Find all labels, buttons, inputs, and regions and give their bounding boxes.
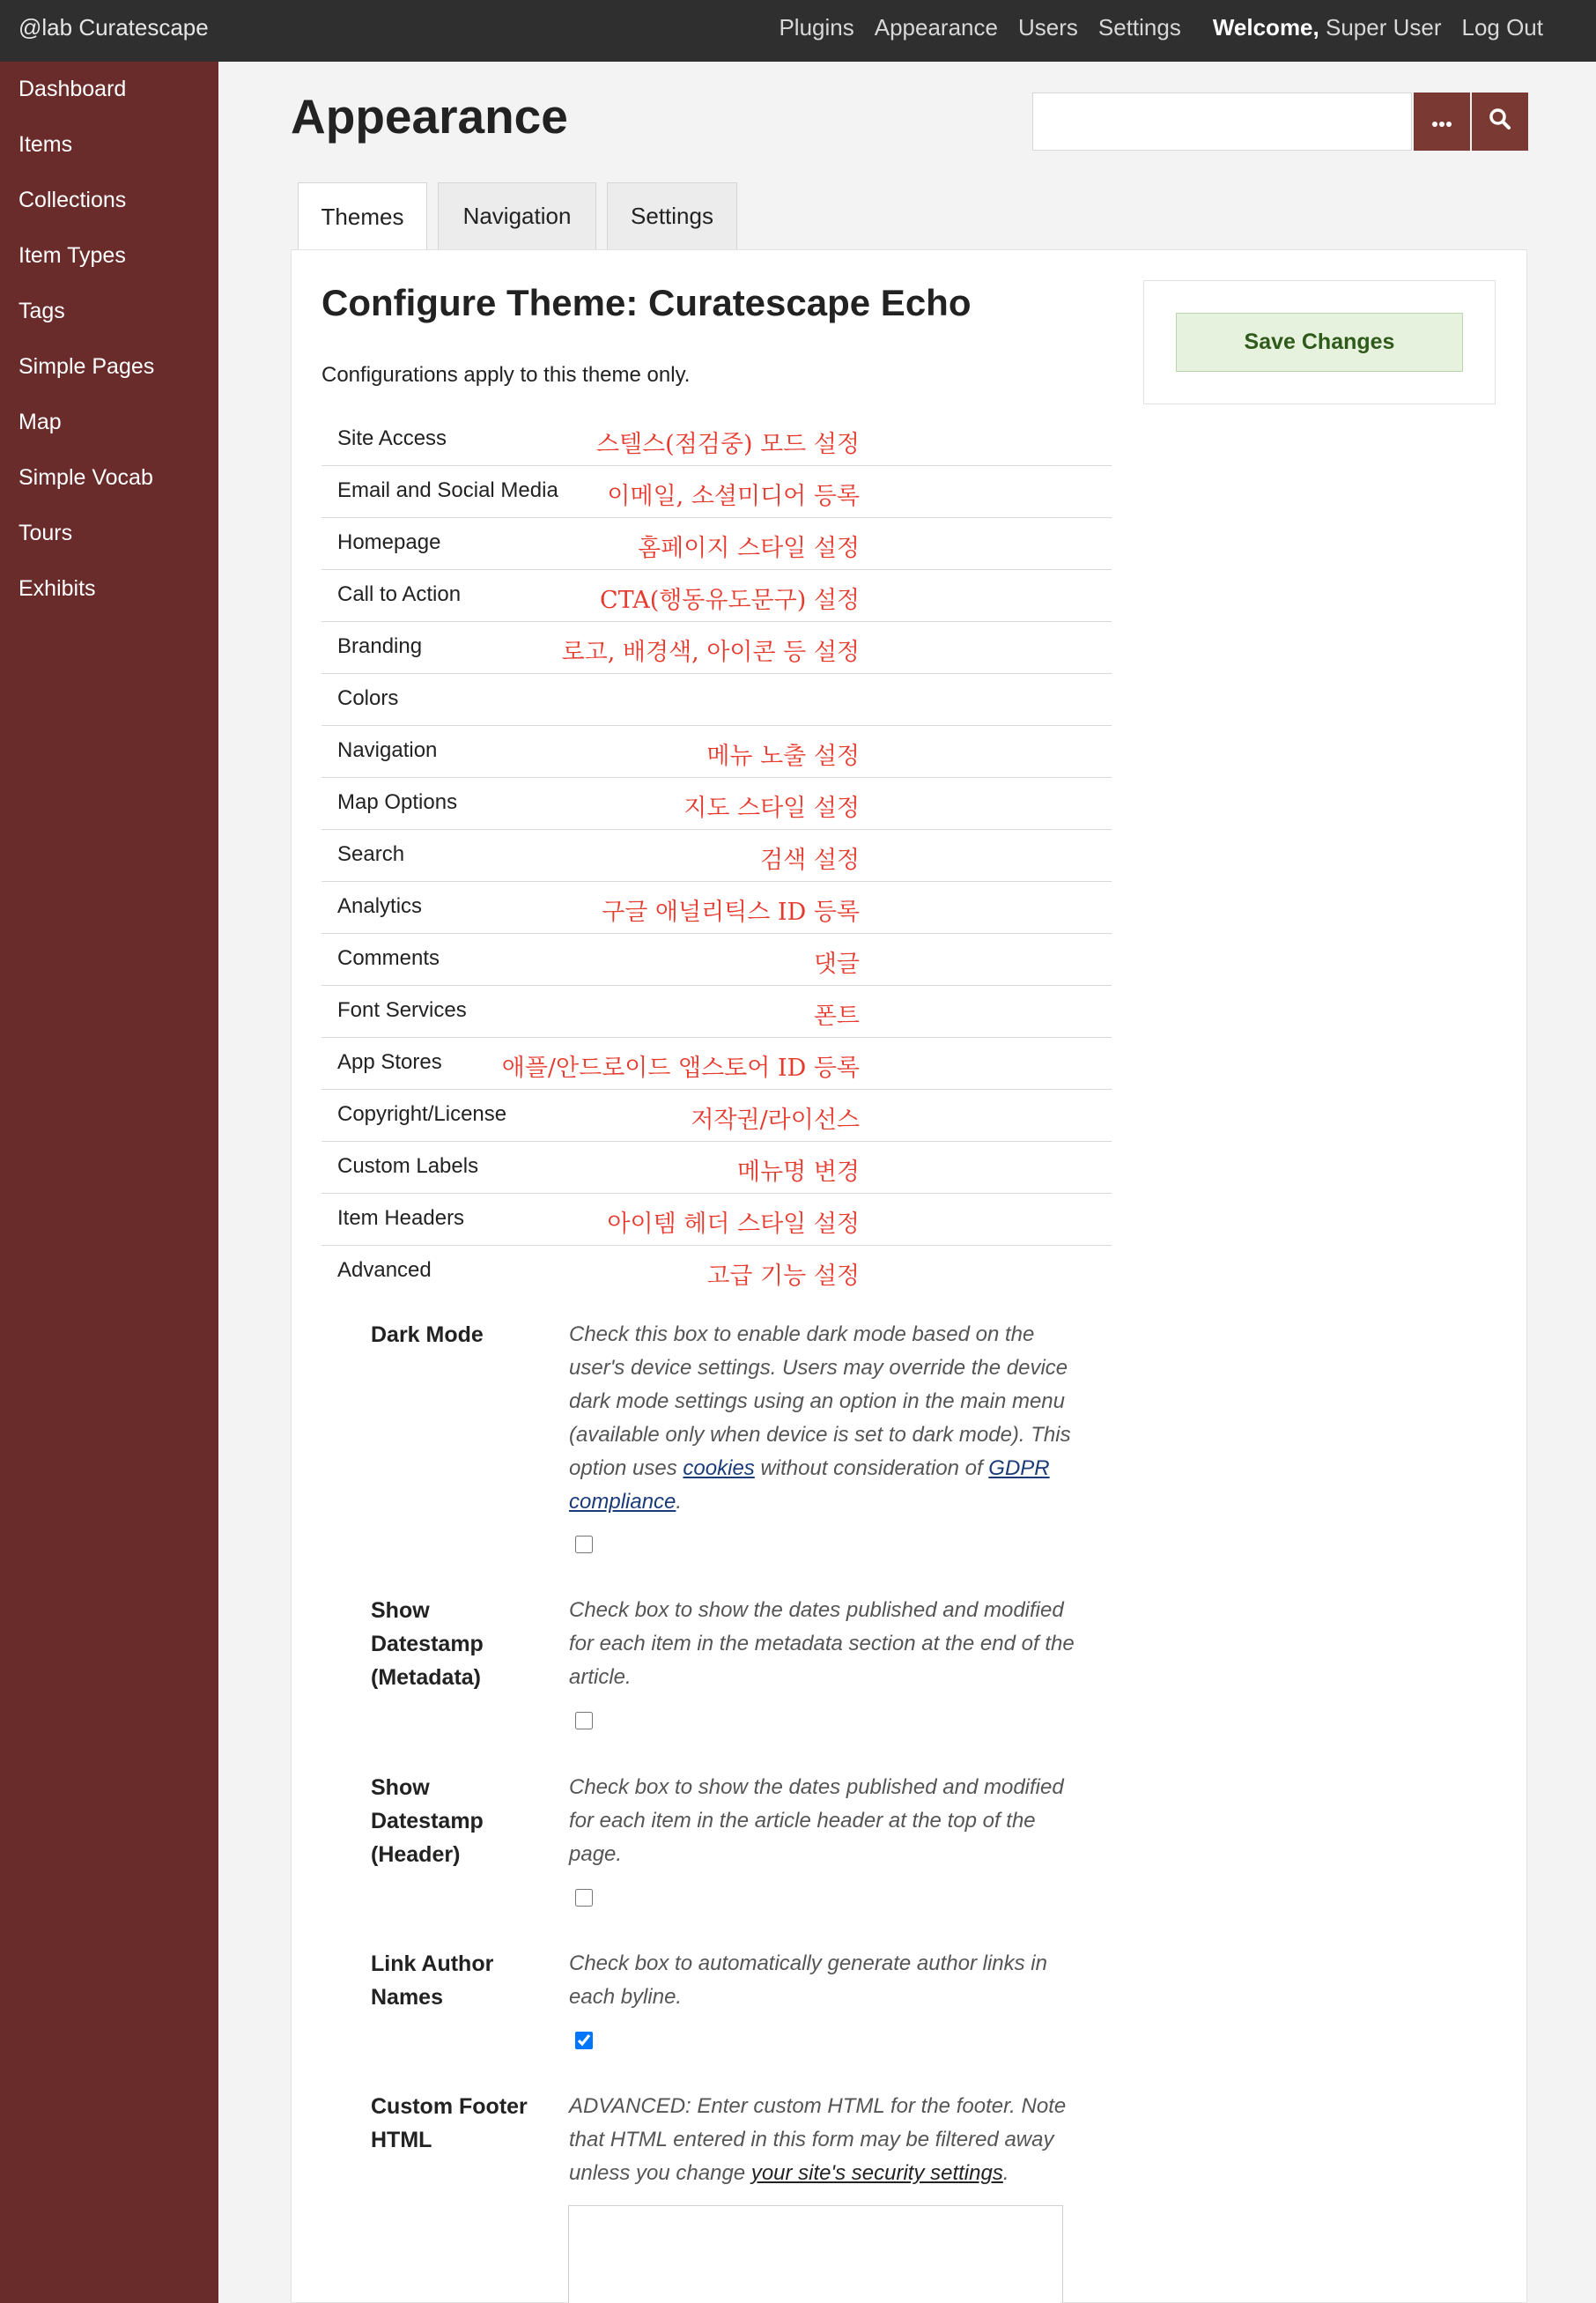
- section-label: Search: [337, 842, 405, 866]
- sidebar-item-tags[interactable]: Tags: [18, 299, 65, 323]
- top-nav-users[interactable]: Users: [1017, 14, 1078, 41]
- section-site-access[interactable]: [321, 414, 1112, 466]
- page-title: Appearance: [291, 89, 568, 144]
- welcome-label: Welcome,: [1212, 14, 1319, 41]
- section-comments[interactable]: [321, 934, 1112, 986]
- section-note: 댓글: [813, 951, 860, 978]
- field-description: [569, 2090, 1084, 2190]
- sidebar-item-exhibits[interactable]: Exhibits: [18, 576, 96, 601]
- tab-themes[interactable]: Themes: [298, 182, 427, 251]
- section-label: Branding: [337, 634, 423, 658]
- section-navigation[interactable]: [321, 726, 1112, 778]
- section-note: 스텔스(점검중) 모드 설정: [595, 431, 860, 458]
- section-label: Comments: [337, 946, 440, 970]
- section-colors[interactable]: [321, 674, 1112, 726]
- site-brand-link[interactable]: @lab Curatescape: [18, 14, 209, 41]
- desc-text: ADVANCED: Enter custom HTML for the footer. Note that HTML entered in this form may be filtered away unless you change: [569, 2094, 1067, 2185]
- field-label: Link Author Names: [371, 1951, 494, 2010]
- section-custom-labels[interactable]: [321, 1142, 1112, 1194]
- field-label: Show Datestamp (Metadata): [371, 1598, 484, 1690]
- section-label: Colors: [337, 686, 399, 710]
- section-app-stores[interactable]: [321, 1038, 1112, 1090]
- section-search[interactable]: [321, 830, 1112, 882]
- top-nav-appearance[interactable]: Appearance: [874, 14, 998, 41]
- section-branding[interactable]: [321, 622, 1112, 674]
- section-advanced[interactable]: [321, 1246, 1112, 1298]
- section-label: Map Options: [337, 790, 458, 814]
- section-note: 메뉴 노출 설정: [706, 743, 860, 770]
- field-description: Check box to show the dates published and modified for each item in the metadata section at the end of the article.: [569, 1598, 1075, 1689]
- section-note: 검색 설정: [760, 847, 860, 874]
- current-user-link[interactable]: Super User: [1325, 14, 1442, 41]
- sidebar-item-dashboard[interactable]: Dashboard: [18, 77, 127, 101]
- search-bar: [1032, 93, 1528, 151]
- section-label: App Stores: [337, 1050, 442, 1074]
- sidebar-item-collections[interactable]: Collections: [18, 188, 127, 212]
- section-label: Item Headers: [337, 1206, 465, 1230]
- gdpr-compliance-link[interactable]: GDPR compliance: [569, 1456, 1050, 1514]
- sidebar-item-simple-vocab[interactable]: Simple Vocab: [18, 465, 153, 490]
- search-submit-button[interactable]: [1472, 93, 1528, 151]
- top-nav: [758, 14, 1596, 41]
- section-font-services[interactable]: [321, 986, 1112, 1038]
- sidebar-item-tours[interactable]: Tours: [18, 521, 73, 545]
- top-bar: [0, 0, 1596, 62]
- dark-mode-checkbox[interactable]: [575, 1536, 593, 1553]
- search-options-button[interactable]: [1414, 93, 1470, 151]
- section-note: 고급 기능 설정: [706, 1263, 860, 1290]
- sidebar-item-map[interactable]: Map: [18, 410, 62, 434]
- section-map-options[interactable]: [321, 778, 1112, 830]
- section-email-social[interactable]: [321, 466, 1112, 518]
- config-sections-list: [321, 414, 1112, 1298]
- section-label: Site Access: [337, 426, 447, 450]
- section-label: Copyright/License: [337, 1102, 507, 1126]
- appearance-tabs: [298, 182, 748, 251]
- sidebar-item-item-types[interactable]: Item Types: [18, 243, 126, 268]
- save-changes-button[interactable]: Save Changes: [1176, 313, 1463, 372]
- search-icon: [1489, 107, 1511, 137]
- section-label: Font Services: [337, 998, 467, 1022]
- section-note: 로고, 배경색, 아이콘 등 설정: [561, 639, 860, 666]
- section-label: Call to Action: [337, 582, 462, 606]
- section-note: 저작권/라이선스: [691, 1107, 860, 1134]
- section-copyright[interactable]: [321, 1090, 1112, 1142]
- field-label: Show Datestamp (Header): [371, 1775, 484, 1867]
- more-options-icon: [1431, 109, 1452, 134]
- section-homepage[interactable]: [321, 518, 1112, 570]
- field-description: Check box to show the dates published and modified for each item in the article header at the top of the page.: [569, 1775, 1064, 1866]
- section-note: 구글 애널리틱스 ID 등록: [602, 899, 860, 926]
- desc-text: Check this box to enable dark mode based on the user's device settings. Users may override the device dark mode settings using an option in the main menu (available only when device is set to dark mode). This option uses: [569, 1322, 1071, 1480]
- top-nav-settings[interactable]: Settings: [1097, 14, 1181, 41]
- section-note: 이메일, 소셜미디어 등록: [607, 483, 860, 510]
- section-note: CTA(행동유도문구) 설정: [600, 587, 860, 614]
- section-note: 애플/안드로이드 앱스토어 ID 등록: [501, 1055, 860, 1082]
- section-label: Advanced: [337, 1258, 432, 1282]
- field-label: Dark Mode: [371, 1322, 484, 1347]
- custom-footer-html-textarea[interactable]: [568, 2205, 1063, 2303]
- section-label: Email and Social Media: [337, 478, 558, 502]
- desc-text: .: [1002, 2161, 1009, 2185]
- datestamp-header-checkbox[interactable]: [575, 1889, 593, 1907]
- tab-navigation[interactable]: Navigation: [438, 182, 596, 249]
- logout-link[interactable]: Log Out: [1461, 14, 1543, 41]
- section-label: Navigation: [337, 738, 438, 762]
- section-note: 폰트: [813, 1003, 860, 1030]
- sidebar-item-simple-pages[interactable]: Simple Pages: [18, 354, 155, 379]
- desc-text: without consideration of: [754, 1456, 989, 1480]
- section-note: 홈페이지 스타일 설정: [638, 535, 860, 562]
- search-input[interactable]: [1032, 93, 1412, 151]
- save-panel: [1143, 280, 1496, 404]
- security-settings-link[interactable]: your site's security settings: [750, 2161, 1003, 2185]
- section-call-to-action[interactable]: [321, 570, 1112, 622]
- field-description: [569, 1318, 1084, 1519]
- section-label: Homepage: [337, 530, 441, 554]
- sidebar-item-items[interactable]: Items: [18, 132, 73, 157]
- field-description: Check box to automatically generate author links in each byline.: [569, 1951, 1047, 2009]
- tab-settings[interactable]: Settings: [607, 182, 737, 249]
- field-label: Custom Footer HTML: [371, 2094, 528, 2152]
- section-note: 메뉴명 변경: [737, 1159, 860, 1186]
- section-item-headers[interactable]: [321, 1194, 1112, 1246]
- config-subtitle: Configurations apply to this theme only.: [321, 363, 691, 387]
- section-label: Custom Labels: [337, 1154, 479, 1178]
- section-note: 지도 스타일 설정: [683, 795, 860, 822]
- cookies-link[interactable]: cookies: [683, 1456, 755, 1480]
- section-analytics[interactable]: [321, 882, 1112, 934]
- config-title: Configure Theme: Curatescape Echo: [321, 282, 972, 323]
- top-nav-plugins[interactable]: Plugins: [779, 14, 854, 41]
- datestamp-metadata-checkbox[interactable]: [575, 1712, 593, 1729]
- welcome-text: [1213, 14, 1442, 41]
- sidebar: [0, 62, 218, 2303]
- desc-text: .: [676, 1490, 683, 1514]
- section-label: Analytics: [337, 894, 423, 918]
- section-note: 아이템 헤더 스타일 설정: [607, 1211, 860, 1238]
- link-author-names-checkbox[interactable]: [575, 2032, 593, 2049]
